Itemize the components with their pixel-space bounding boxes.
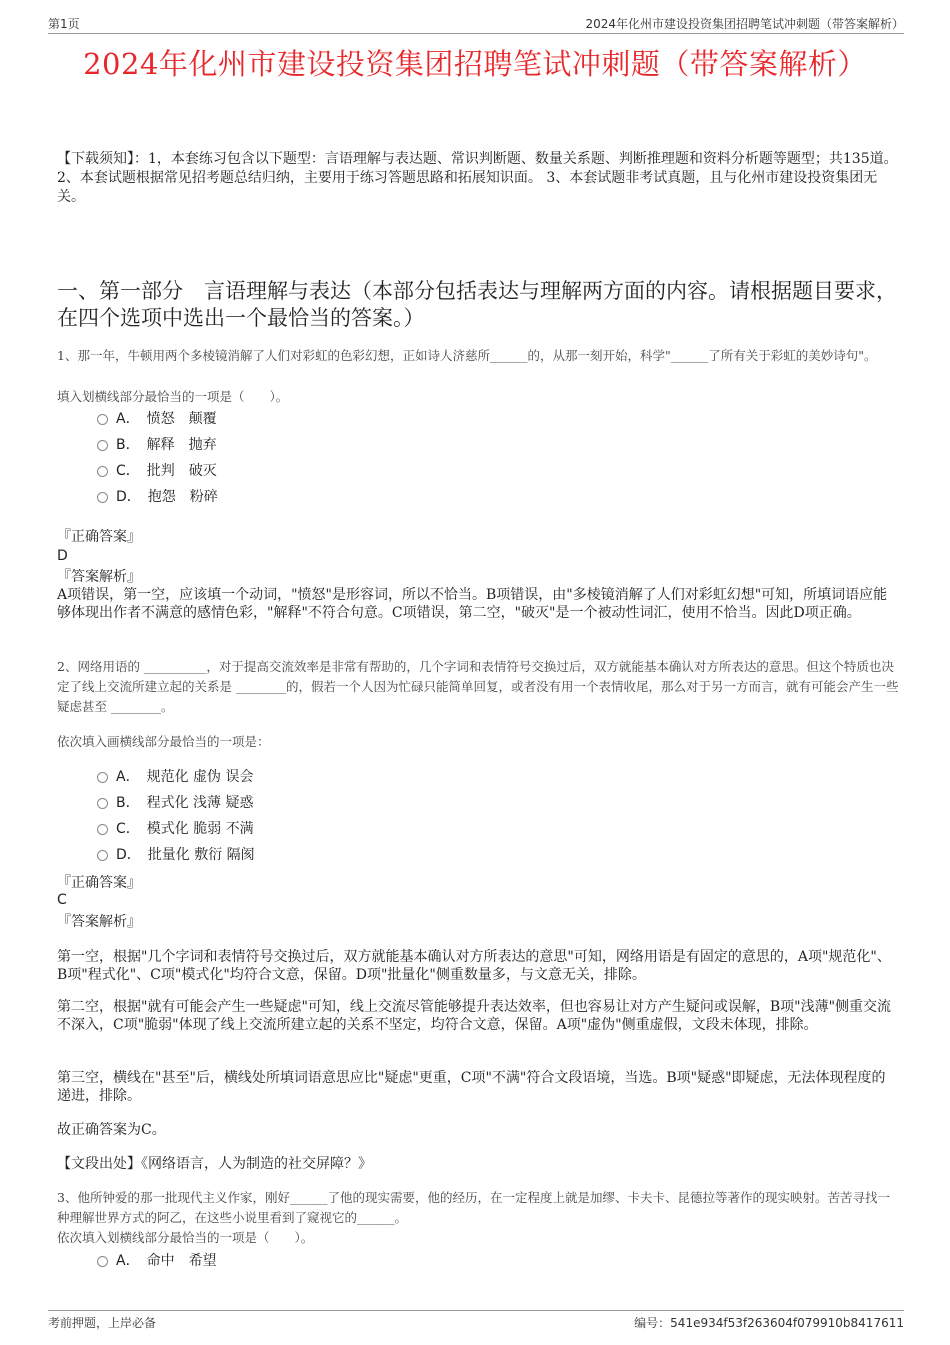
q2-option-b[interactable]: B． 程式化 浅薄 疑惑 xyxy=(97,793,254,813)
footer-slogan: 考前押题，上岸必备 xyxy=(48,1316,157,1330)
q2-analysis-para-4: 故正确答案为C。 xyxy=(57,1122,166,1138)
q3-prompt: 依次填入划横线部分最恰当的一项是（ ）。 xyxy=(57,1230,314,1245)
radio-icon[interactable] xyxy=(97,414,108,425)
radio-icon[interactable] xyxy=(97,772,108,783)
page-number: 第1页 xyxy=(48,17,80,31)
footer-rule xyxy=(48,1310,904,1311)
header-rule xyxy=(48,33,904,34)
q2-option-c[interactable]: C． 模式化 脆弱 不满 xyxy=(97,819,254,839)
q2-analysis-label: 『答案解析』 xyxy=(57,914,141,930)
radio-icon[interactable] xyxy=(97,1256,108,1267)
q2-prompt: 依次填入画横线部分最恰当的一项是： xyxy=(57,734,270,749)
radio-icon[interactable] xyxy=(97,492,108,503)
q2-answer-label: 『正确答案』 xyxy=(57,875,141,891)
q2-analysis-para-1: 第一空，根据"几个字词和表情符号交换过后，双方就能基本确认对方所表达的意思"可知，网络用语是有固定的意思的，A项"规范化"、B项"程式化"、C项"模式化"均符合文意，保留。D项"批量化"侧重数量多，与文意无关，排除。 xyxy=(57,949,891,983)
q2-analysis-para-3: 第三空，横线在"甚至"后，横线处所填词语意思应比"疑虑"更重，C项"不满"符合文段语境，当选。B项"疑惑"即疑虑，无法体现程度的递进，排除。 xyxy=(57,1070,886,1104)
q1-option-b[interactable]: B． 解释 抛弃 xyxy=(97,435,217,455)
download-notice: 【下载须知】：1，本套练习包含以下题型：言语理解与表达题、常识判断题、数量关系题、判断推理题和资料分析题等题型；共135道。 2、本套试题根据常见招考题总结归纳，主要用于练习答题思路和拓展知识面。 3、本套试题非考试真题，且与化州市建设投资集团无关。 xyxy=(57,151,898,205)
q2-answer: C xyxy=(57,892,67,908)
footer-doc-id: 编号：541e934f53f263604f079910b8417611 xyxy=(634,1316,904,1330)
radio-icon[interactable] xyxy=(97,440,108,451)
q3-option-a[interactable]: A． 命中 希望 xyxy=(97,1251,217,1271)
q1-option-c[interactable]: C． 批判 破灭 xyxy=(97,461,217,481)
q2-stem: 2、网络用语的 __________，对于提高交流效率是非常有帮助的，几个字词和表情符号交换过后，双方就能基本确认对方所表达的意思。但这个特质也决定了线上交流所建立起的关系是 ________的，假若一个人因为忙碌只能简单回复，或者没有用一个表情收尾，那么对于另一方而言，就有可能会产生一些疑虑甚至 ________。 xyxy=(57,659,899,714)
q2-source: 【文段出处】《网络语言，人为制造的社交屏障？》 xyxy=(57,1156,372,1172)
section-heading: 一、第一部分 言语理解与表达（本部分包括表达与理解两方面的内容。请根据题目要求，在四个选项中选出一个最恰当的答案。） xyxy=(57,279,897,330)
q1-analysis-label: 『答案解析』 xyxy=(57,569,141,585)
q1-answer: D xyxy=(57,548,68,564)
radio-icon[interactable] xyxy=(97,798,108,809)
q3-stem: 3、他所钟爱的那一批现代主义作家，刚好______了他的现实需要，他的经历，在一定程度上就是加缪、卡夫卡、昆德拉等著作的现实映射。苦苦寻找一种理解世界方式的阿乙，在这些小说里看到了窥视它的______。 xyxy=(57,1190,890,1225)
q2-option-a[interactable]: A． 规范化 虚伪 误会 xyxy=(97,767,253,787)
radio-icon[interactable] xyxy=(97,466,108,477)
radio-icon[interactable] xyxy=(97,850,108,861)
q1-prompt: 填入划横线部分最恰当的一项是（ ）。 xyxy=(57,389,289,404)
page-title: 2024年化州市建设投资集团招聘笔试冲刺题（带答案解析） xyxy=(83,47,867,81)
q1-option-d[interactable]: D． 抱怨 粉碎 xyxy=(97,487,218,507)
q1-stem: 1、那一年，牛顿用两个多棱镜消解了人们对彩虹的色彩幻想，正如诗人济慈所______的，从那一刻开始，科学"______了所有关于彩虹的美妙诗句"。 xyxy=(57,348,877,363)
q2-analysis-para-2: 第二空，根据"就有可能会产生一些疑虑"可知，线上交流尽管能够提升表达效率，但也容易让对方产生疑问或误解，B项"浅薄"侧重交流不深入，C项"脆弱"体现了线上交流所建立起的关系不坚定，均符合文意，保留。A项"虚伪"侧重虚假，文段未体现，排除。 xyxy=(57,999,892,1033)
q1-answer-label: 『正确答案』 xyxy=(57,529,141,545)
q1-option-a[interactable]: A． 愤怒 颠覆 xyxy=(97,409,217,429)
q1-analysis: A项错误，第一空，应该填一个动词，"愤怒"是形容词，所以不恰当。B项错误，由"多棱镜消解了人们对彩虹幻想"可知，所填词语应能够体现出作者不满意的感情色彩，"解释"不符合句意。C项错误，第二空，"破灭"是一个被动性词汇，使用不恰当。因此D项正确。 xyxy=(57,587,888,621)
q2-option-d[interactable]: D． 批量化 敷衍 隔阂 xyxy=(97,845,255,865)
radio-icon[interactable] xyxy=(97,824,108,835)
header-doc-title: 2024年化州市建设投资集团招聘笔试冲刺题（带答案解析） xyxy=(585,17,904,31)
